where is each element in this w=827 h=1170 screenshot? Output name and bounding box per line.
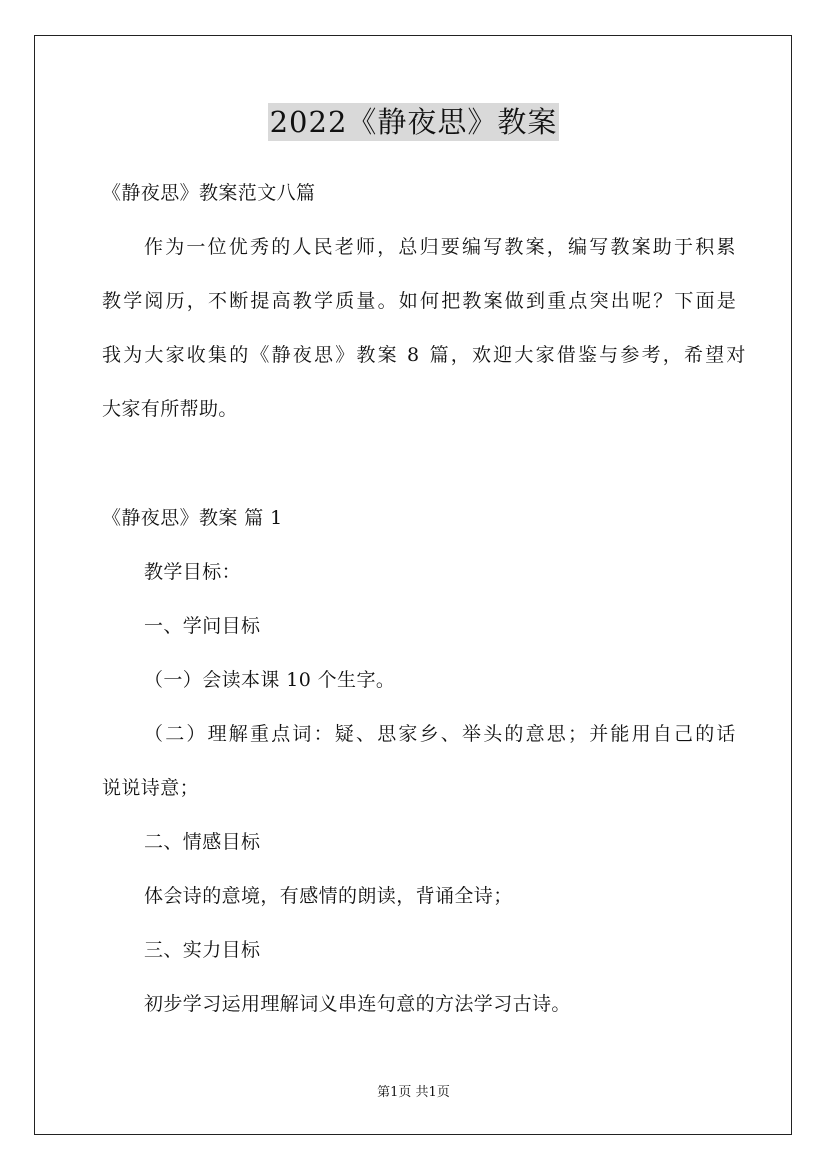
title-container: [0, 103, 827, 141]
section-line-6: 二、情感目标: [144, 831, 261, 853]
section-line-9: 初步学习运用理解词义串连句意的方法学习古诗。: [144, 993, 571, 1015]
section-line-7: 体会诗的意境，有感情的朗读，背诵全诗；: [144, 885, 513, 907]
intro-line-2: 教学阅历，不断提高教学质量。如何把教案做到重点突出呢？下面是: [102, 290, 739, 312]
intro-line-4: 大家有所帮助。: [102, 398, 238, 420]
intro-line-3: 我为大家收集的《静夜思》教案 8 篇，欢迎大家借鉴与参考，希望对: [102, 344, 748, 366]
page-number-footer: 第1页 共1页: [377, 1085, 450, 1100]
section-line-1: 教学目标：: [144, 561, 242, 583]
section-line-5: 说说诗意；: [102, 777, 200, 799]
document-title: 2022《静夜思》教案: [269, 105, 558, 139]
intro-line-1: 作为一位优秀的人民老师，总归要编写教案，编写教案助于积累: [144, 236, 738, 258]
section-line-4: （二）理解重点词：疑、思家乡、举头的意思；并能用自己的话: [144, 723, 738, 745]
subtitle: 《静夜思》教案范文八篇: [102, 182, 316, 204]
section-line-3: （一）会读本课 10 个生字。: [144, 669, 396, 691]
section-line-2: 一、学问目标: [144, 615, 261, 637]
section-heading: 《静夜思》教案 篇 1: [102, 507, 283, 529]
section-line-8: 三、实力目标: [144, 939, 261, 961]
